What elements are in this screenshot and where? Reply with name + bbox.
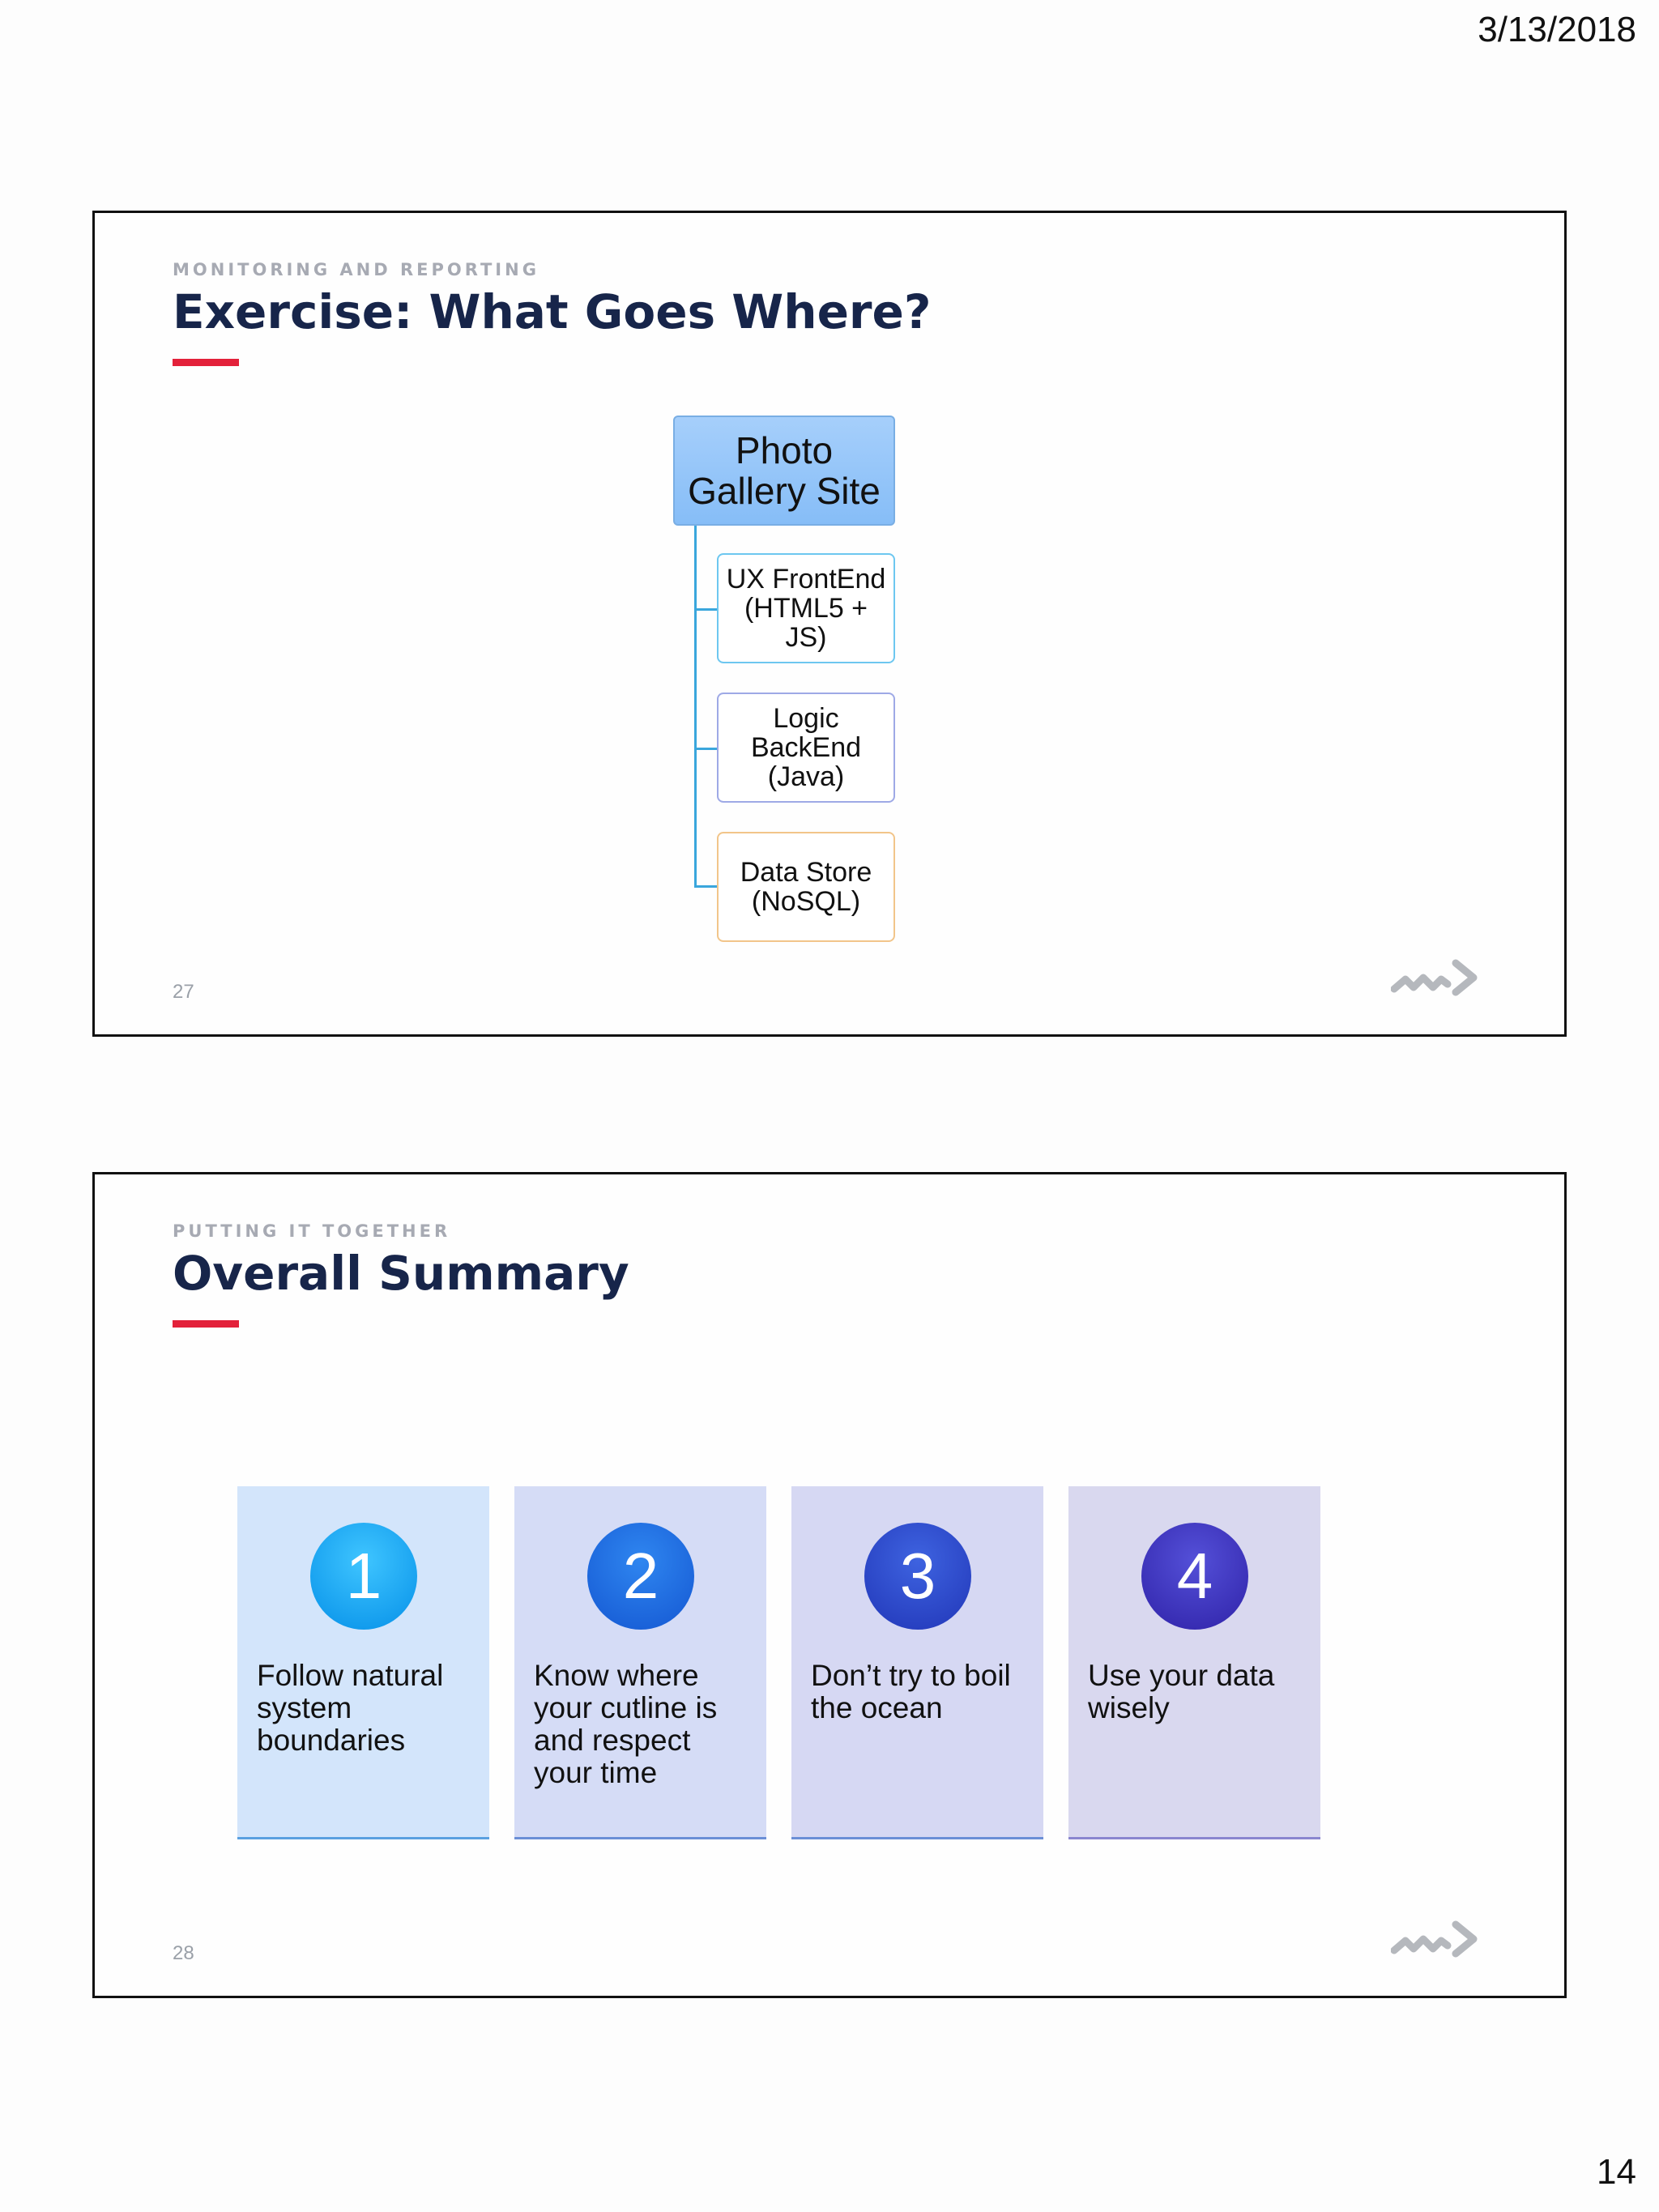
slide-kicker: MONITORING AND REPORTING <box>173 260 539 279</box>
title-accent-bar <box>173 359 239 366</box>
step-text: Follow natural system boundaries <box>257 1659 444 1757</box>
slide-28 <box>92 1172 1567 1998</box>
page-number: 14 <box>1597 2152 1636 2192</box>
slide-27 <box>92 211 1567 1037</box>
slide-kicker: PUTTING IT TOGETHER <box>173 1221 451 1241</box>
slide-title: Overall Summary <box>173 1246 629 1301</box>
summary-steps <box>237 1486 1320 1839</box>
diagram-child-frontend: UX FrontEnd (HTML5 + JS) <box>717 553 895 663</box>
slide-number: 28 <box>173 1942 194 1964</box>
step-text: Use your data wisely <box>1088 1659 1275 1724</box>
summary-step <box>514 1486 766 1839</box>
diagram-child-backend: Logic BackEnd (Java) <box>717 693 895 803</box>
summary-step <box>237 1486 489 1839</box>
diagram-connector <box>694 748 717 750</box>
step-number-badge: 4 <box>1141 1523 1248 1630</box>
print-date: 3/13/2018 <box>1478 10 1636 49</box>
diagram-root-box: Photo Gallery Site <box>673 416 895 526</box>
diagram-connector-vertical <box>694 526 697 887</box>
step-text: Know where your cutline is and respect your time <box>534 1659 718 1789</box>
title-accent-bar <box>173 1320 239 1328</box>
diagram-child-datastore: Data Store (NoSQL) <box>717 832 895 942</box>
slide-title: Exercise: What Goes Where? <box>173 284 932 339</box>
diagram-connector <box>694 885 717 888</box>
step-number-badge: 3 <box>864 1523 971 1630</box>
summary-step <box>791 1486 1043 1839</box>
slide-number: 27 <box>173 981 194 1003</box>
summary-step <box>1068 1486 1320 1839</box>
step-number-badge: 2 <box>587 1523 694 1630</box>
step-number-badge: 1 <box>310 1523 417 1630</box>
brand-logo-icon <box>1391 1918 1480 1960</box>
step-text: Don’t try to boil the ocean <box>811 1659 1011 1724</box>
brand-logo-icon <box>1391 957 1480 999</box>
diagram-connector <box>694 608 717 611</box>
